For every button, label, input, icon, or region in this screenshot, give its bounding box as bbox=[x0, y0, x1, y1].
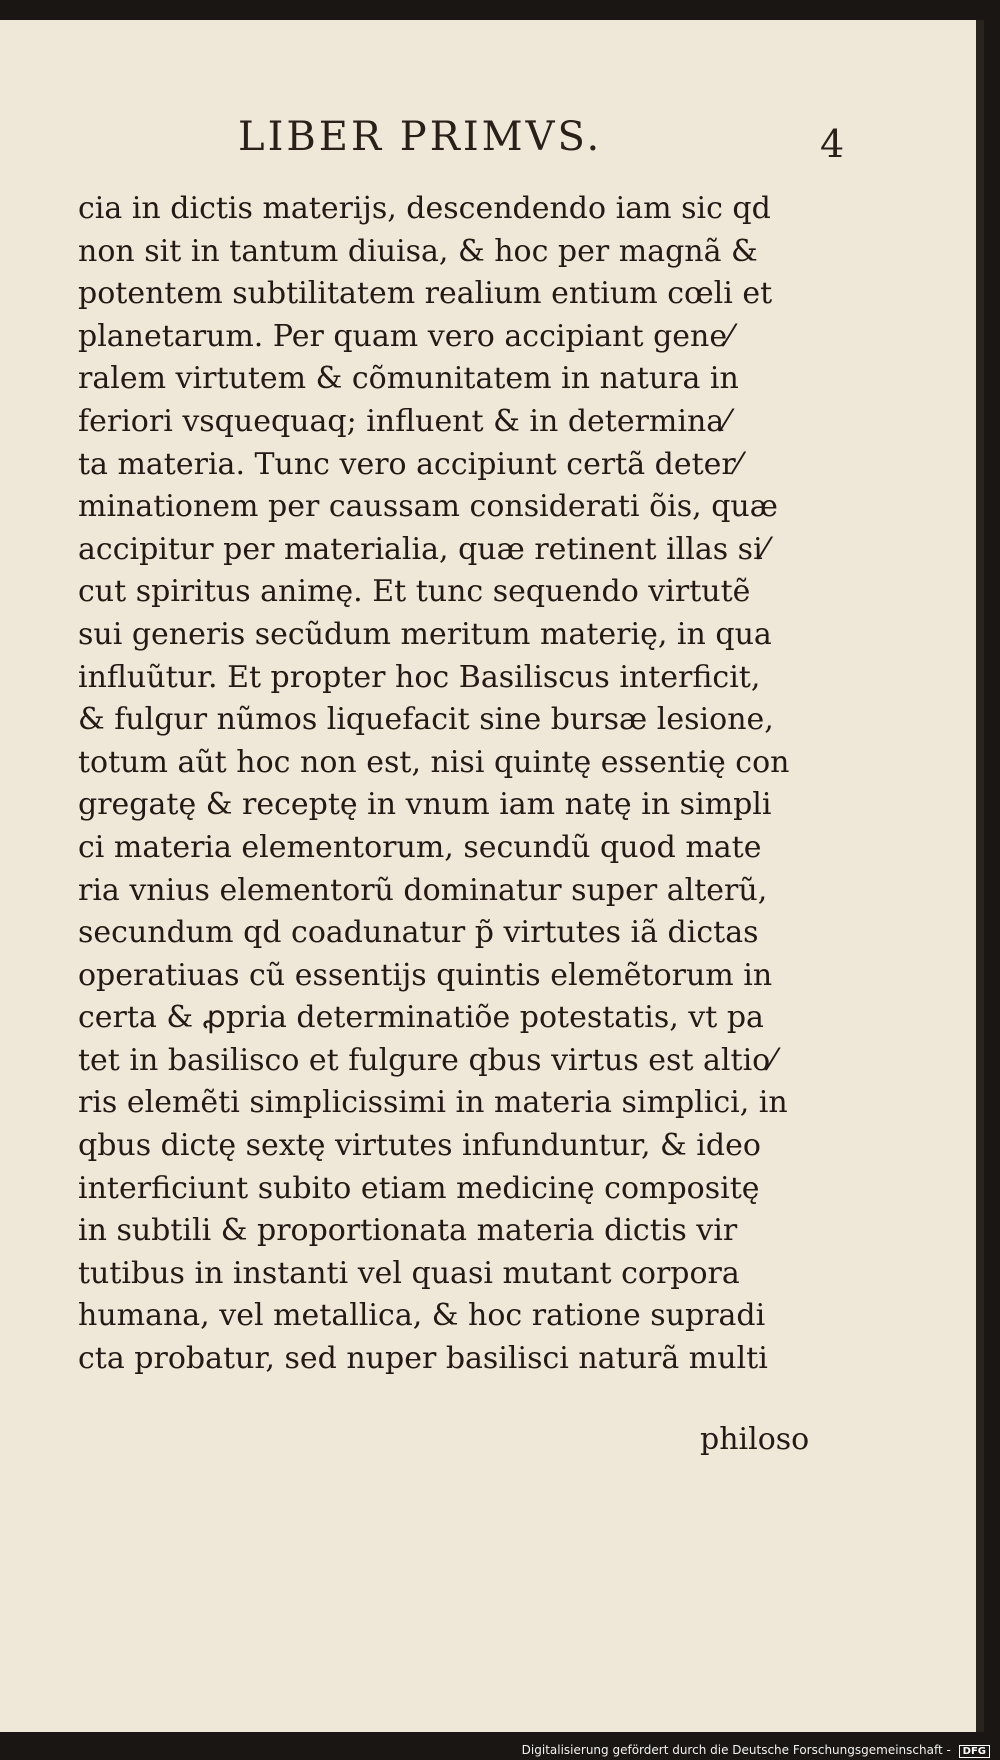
page-header bbox=[120, 114, 860, 184]
text-line: totum aũt hoc non est, nisi quintę essentię con bbox=[78, 744, 790, 780]
text-line: interficiunt subito etiam medicinę compositę bbox=[78, 1170, 760, 1206]
running-title: LIBER PRIMVS. bbox=[238, 114, 603, 160]
text-line: non sit in tantum diuisa, & hoc per magnã & bbox=[78, 233, 758, 269]
credit-text: Digitalisierung gefördert durch die Deutsche Forschungsgemeinschaft - bbox=[521, 1743, 951, 1757]
text-line: cta probatur, sed nuper basilisci naturã multi bbox=[78, 1341, 768, 1377]
text-line: cia in dictis materijs, descendendo iam sic qd bbox=[78, 191, 771, 226]
text-line: sui generis secũdum meritum materię, in qua bbox=[78, 616, 772, 652]
text-line: humana, vel metallica, & hoc ratione supradi bbox=[78, 1298, 766, 1334]
book-page bbox=[0, 20, 984, 1732]
text-line: & fulgur nũmos liquefacit sine bursæ lesione, bbox=[78, 702, 774, 738]
text-line: ralem virtutem & cõmunitatem in natura in bbox=[78, 361, 739, 397]
digitization-credit bbox=[522, 1743, 990, 1758]
text-line: ci materia elementorum, secundũ quod mate bbox=[78, 829, 762, 865]
text-line: influũtur. Et propter hoc Basiliscus interficit, bbox=[78, 659, 761, 695]
text-line: operatiuas cũ essentijs quintis elemẽtorum in bbox=[78, 957, 773, 993]
text-line: secundum qd coadunatur p̃ virtutes iã dictas bbox=[78, 915, 759, 951]
text-line: planetarum. Per quam vero accipiant gene⁄ bbox=[78, 318, 733, 354]
text-line: feriori vsquequaq; influent & in determina⁄ bbox=[78, 403, 730, 439]
catchword: philoso bbox=[700, 1422, 810, 1457]
text-line: cut spiritus animę. Et tunc sequendo virtutẽ bbox=[78, 574, 751, 610]
text-line: gregatę & receptę in vnum iam natę in simpli bbox=[78, 787, 772, 823]
body-text bbox=[78, 188, 848, 1381]
text-line: qbus dictę sextę virtutes infunduntur, & ideo bbox=[78, 1128, 761, 1164]
text-line: in subtili & proportionata materia dictis vir bbox=[78, 1213, 738, 1249]
text-line: potentem subtilitatem realium entium cœli et bbox=[78, 276, 773, 312]
dfg-logo: DFG bbox=[959, 1745, 990, 1758]
page-number: 4 bbox=[820, 122, 845, 166]
text-line: tutibus in instanti vel quasi mutant corpora bbox=[78, 1255, 740, 1291]
text-line: ta materia. Tunc vero accipiunt certã deter⁄ bbox=[78, 446, 741, 482]
text-line: accipitur per materialia, quæ retinent illas si⁄ bbox=[78, 531, 768, 567]
text-line: certa & ꝓpria determinatiõe potestatis, vt pa bbox=[78, 1000, 764, 1036]
text-line: ria vnius elementorũ dominatur super alterũ, bbox=[78, 872, 768, 908]
text-line: tet in basilisco et fulgure qbus virtus est altio⁄ bbox=[78, 1042, 776, 1078]
text-line: minationem per caussam considerati õis, quæ bbox=[78, 489, 778, 525]
text-line: ris elemẽti simplicissimi in materia simplici, in bbox=[78, 1085, 788, 1121]
